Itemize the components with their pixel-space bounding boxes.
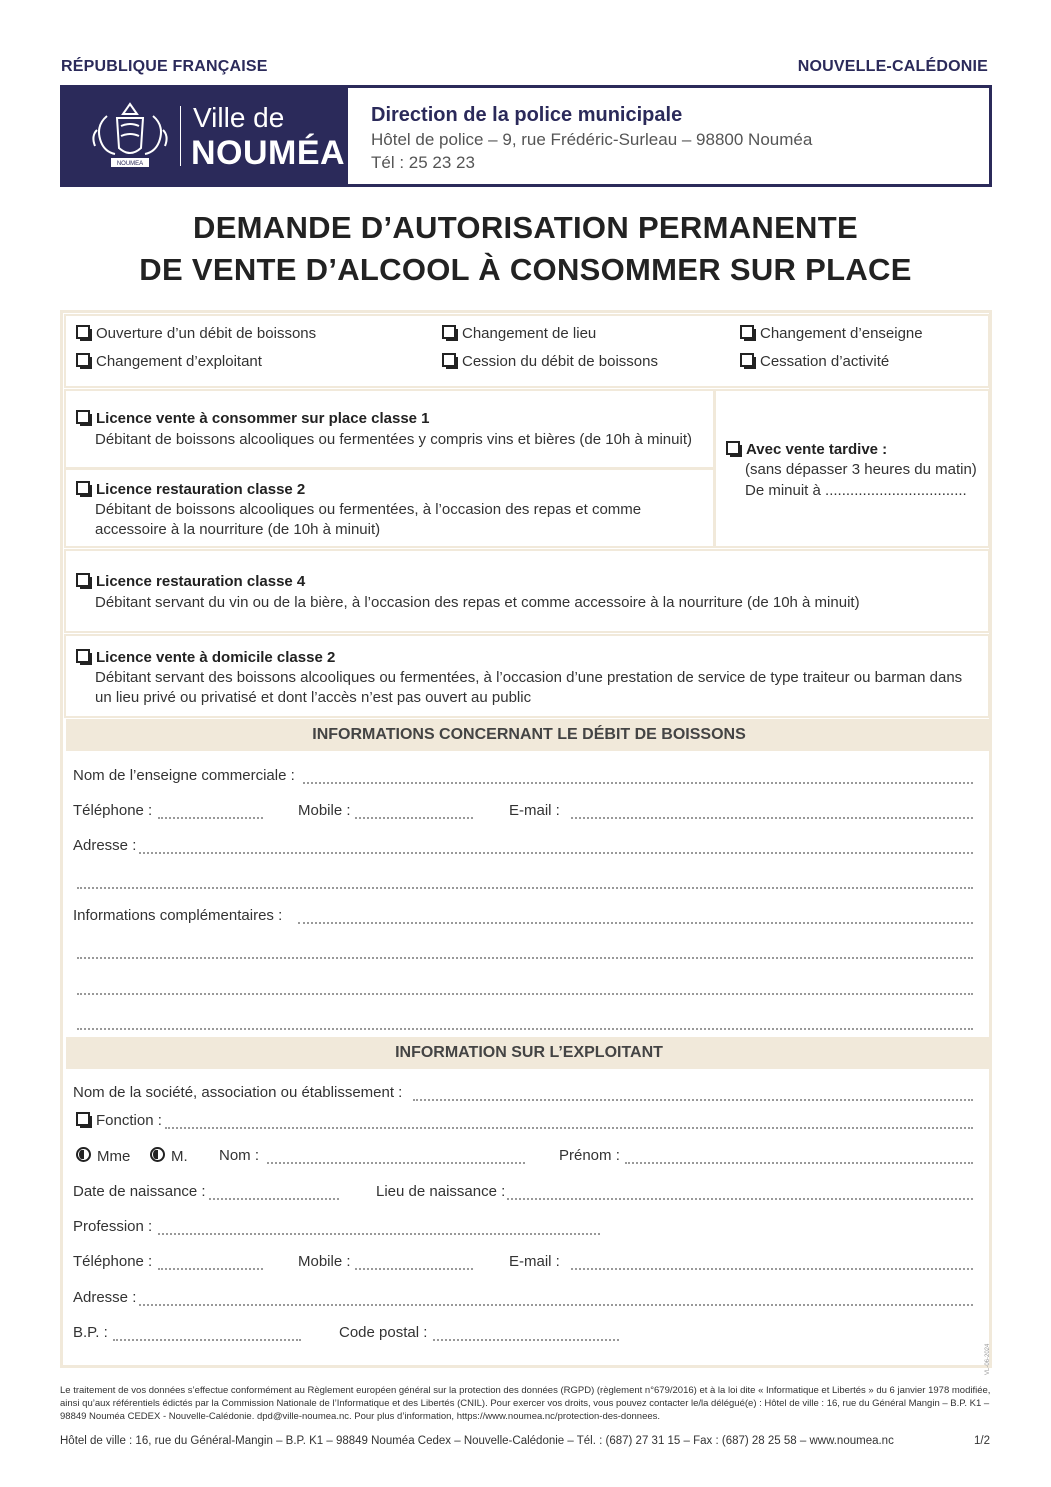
nom-label: Nom :: [219, 1147, 260, 1164]
form-title-line1: DEMANDE D’AUTORISATION PERMANENTE: [193, 210, 858, 245]
logo-ville-de: Ville de: [193, 102, 285, 133]
checkbox-licence-classe4[interactable]: Licence restauration classe 4: [76, 573, 305, 590]
checkbox-licence-classe1[interactable]: Licence vente à consommer sur place classe 1: [76, 410, 430, 427]
header-box: [60, 85, 992, 187]
form-title-line2: DE VENTE D’ALCOOL À CONSOMMER SUR PLACE: [139, 252, 912, 287]
checkbox-icon: [442, 353, 456, 367]
licence-classe1-desc: Débitant de boissons alcooliques ou fermentées y compris vins et bières (de 10h à minuit): [95, 431, 692, 448]
checkbox-cessation[interactable]: Cessation d’activité: [740, 353, 889, 370]
vente-tardive-limit: (sans dépasser 3 heures du matin): [745, 461, 977, 478]
licence-classe1-section: [64, 389, 715, 469]
debit-telephone-field[interactable]: [158, 817, 263, 819]
exploitant-email-label: E-mail :: [509, 1253, 560, 1270]
radio-icon: [76, 1147, 91, 1162]
checkbox-changement-lieu[interactable]: Changement de lieu: [442, 325, 596, 342]
prenom-field[interactable]: [625, 1162, 973, 1164]
infos-field[interactable]: [298, 922, 973, 924]
enseigne-field[interactable]: [303, 782, 973, 784]
checkbox-icon: [76, 353, 90, 367]
rgpd-line3: 98849 Nouméa CEDEX - Nouvelle-Calédonie. dpd@ville-noumea.nc. Pour plus d’information, https://www.noumea.nc/protection-des-donnees.: [60, 1411, 661, 1422]
exploitant-mobile-field[interactable]: [355, 1268, 473, 1270]
code-postal-field[interactable]: [433, 1339, 619, 1341]
checkbox-icon: [442, 325, 456, 339]
logo: [63, 88, 348, 184]
profession-label: Profession :: [73, 1218, 153, 1235]
checkbox-icon: [76, 410, 90, 424]
direction-tel: Tél : 25 23 23: [371, 153, 475, 172]
checkbox-icon: [726, 441, 740, 455]
prenom-label: Prénom :: [559, 1147, 620, 1164]
exploitant-mobile-label: Mobile :: [298, 1253, 351, 1270]
rgpd-line1: Le traitement de vos données s’effectue conformément au Règlement européen général sur la protection des données (RGPD) (règlement n°679/2016) et à la loi dite « Informatique et Libertés » du 6 janvier 1978 modifiée,: [60, 1385, 991, 1396]
date-naissance-label: Date de naissance :: [73, 1183, 206, 1200]
checkbox-icon: [76, 573, 90, 587]
checkbox-cession[interactable]: Cession du débit de boissons: [442, 353, 658, 370]
profession-field[interactable]: [158, 1233, 600, 1235]
date-naissance-field[interactable]: [209, 1198, 339, 1200]
licence-classe4-section: [64, 549, 990, 633]
checkbox-vente-tardive[interactable]: Avec vente tardive :: [726, 441, 887, 458]
debit-section-heading: INFORMATIONS CONCERNANT LE DÉBIT DE BOISSONS: [66, 719, 992, 751]
bp-label: B.P. :: [73, 1324, 108, 1341]
exploitant-adresse-label: Adresse :: [73, 1289, 137, 1306]
checkbox-ouverture[interactable]: Ouverture d’un débit de boissons: [76, 325, 316, 342]
exploitant-telephone-field[interactable]: [158, 1268, 263, 1270]
infos-label: Informations complémentaires :: [73, 907, 283, 924]
licence-domicile-desc1: Débitant servant des boissons alcooliques ou fermentées, à l’occasion d’une prestation de service de type traiteur ou barman dans: [95, 669, 963, 686]
checkbox-changement-enseigne[interactable]: Changement d’enseigne: [740, 325, 923, 342]
code-postal-label: Code postal :: [339, 1324, 428, 1341]
debit-email-label: E-mail :: [509, 802, 560, 819]
exploitant-adresse-field[interactable]: [139, 1304, 973, 1306]
republique-label: RÉPUBLIQUE FRANÇAISE: [61, 58, 268, 75]
licence-classe2-desc1: Débitant de boissons alcooliques ou fermentées, à l’occasion des repas et comme: [95, 501, 642, 518]
radio-mme[interactable]: Mme: [76, 1147, 130, 1165]
checkbox-licence-classe2[interactable]: Licence restauration classe 2: [76, 481, 305, 498]
checkbox-icon: [76, 325, 90, 339]
societe-label: Nom de la société, association ou établissement :: [73, 1084, 403, 1101]
infos-field-2[interactable]: [77, 957, 973, 959]
checkbox-icon: [76, 649, 90, 663]
direction-address: Hôtel de police – 9, rue Frédéric-Surleau – 98800 Nouméa: [371, 130, 813, 149]
societe-field[interactable]: [413, 1099, 973, 1101]
enseigne-label: Nom de l’enseigne commerciale :: [73, 767, 295, 784]
coat-of-arms-icon: [85, 96, 175, 176]
nom-field[interactable]: [267, 1162, 525, 1164]
checkbox-icon: [740, 325, 754, 339]
bp-field[interactable]: [113, 1339, 301, 1341]
debit-telephone-label: Téléphone :: [73, 802, 153, 819]
logo-separator: [180, 106, 181, 166]
licence-domicile-desc2: un lieu privé ou privatisé et dont l’accès n’est pas ouvert au public: [95, 689, 532, 706]
lieu-naissance-field[interactable]: [507, 1198, 973, 1200]
debit-adresse-field[interactable]: [139, 852, 973, 854]
exploitant-email-field[interactable]: [571, 1268, 973, 1270]
page-number: 1/2: [974, 1435, 990, 1447]
licence-classe2-desc2: accessoire à la nourriture (de 10h à minuit): [95, 521, 381, 538]
checkbox-licence-domicile[interactable]: Licence vente à domicile classe 2: [76, 649, 335, 666]
exploitant-telephone-label: Téléphone :: [73, 1253, 153, 1270]
checkbox-icon: [76, 481, 90, 495]
nouvelle-caledonie-label: NOUVELLE-CALÉDONIE: [797, 58, 988, 75]
side-code: VL-06-2024: [985, 1343, 991, 1375]
radio-m[interactable]: M.: [150, 1147, 188, 1165]
debit-email-field[interactable]: [571, 817, 973, 819]
radio-icon: [150, 1147, 165, 1162]
debit-mobile-label: Mobile :: [298, 802, 351, 819]
logo-banner: NOUMEA: [116, 161, 144, 167]
rgpd-line2: ainsi qu’aux référentiels édictés par la Commission Nationale de l’Informatique et des Libertés (CNIL). Pour exercer vos droits, vous pouvez contacter le/la délégué(e) : Hôtel de ville : 16, rue du Général Mangin – B.P. K1 –: [60, 1398, 990, 1409]
exploitant-section-heading: INFORMATION SUR L’EXPLOITANT: [66, 1037, 992, 1069]
footer-address: Hôtel de ville : 16, rue du Général-Mangin – B.P. K1 – 98849 Nouméa Cedex – Nouvelle-Calédonie – Tél. : (687) 27 31 15 – Fax : (687) 28 25 58 – www.noumea.nc: [60, 1435, 894, 1447]
logo-noumea: NOUMÉA: [191, 134, 346, 172]
vente-tardive-hours-field[interactable]: De minuit à ..................................: [745, 482, 967, 499]
lieu-naissance-label: Lieu de naissance :: [376, 1183, 506, 1200]
debit-adresse-label: Adresse :: [73, 837, 137, 854]
checkbox-icon: [740, 353, 754, 367]
checkbox-icon: [76, 1112, 90, 1126]
fonction-field[interactable]: [165, 1127, 973, 1129]
debit-mobile-field[interactable]: [355, 817, 473, 819]
direction-title: Direction de la police municipale: [371, 104, 683, 126]
checkbox-fonction[interactable]: Fonction :: [76, 1112, 162, 1129]
checkbox-changement-exploitant[interactable]: Changement d’exploitant: [76, 353, 262, 370]
infos-field-4[interactable]: [77, 1028, 973, 1030]
form-frame: [60, 310, 992, 1368]
infos-field-3[interactable]: [77, 993, 973, 995]
debit-adresse-field-2[interactable]: [77, 887, 973, 889]
licence-classe4-desc: Débitant servant du vin ou de la bière, à l’occasion des repas et comme accessoire à la nourriture (de 10h à minuit): [95, 594, 860, 611]
